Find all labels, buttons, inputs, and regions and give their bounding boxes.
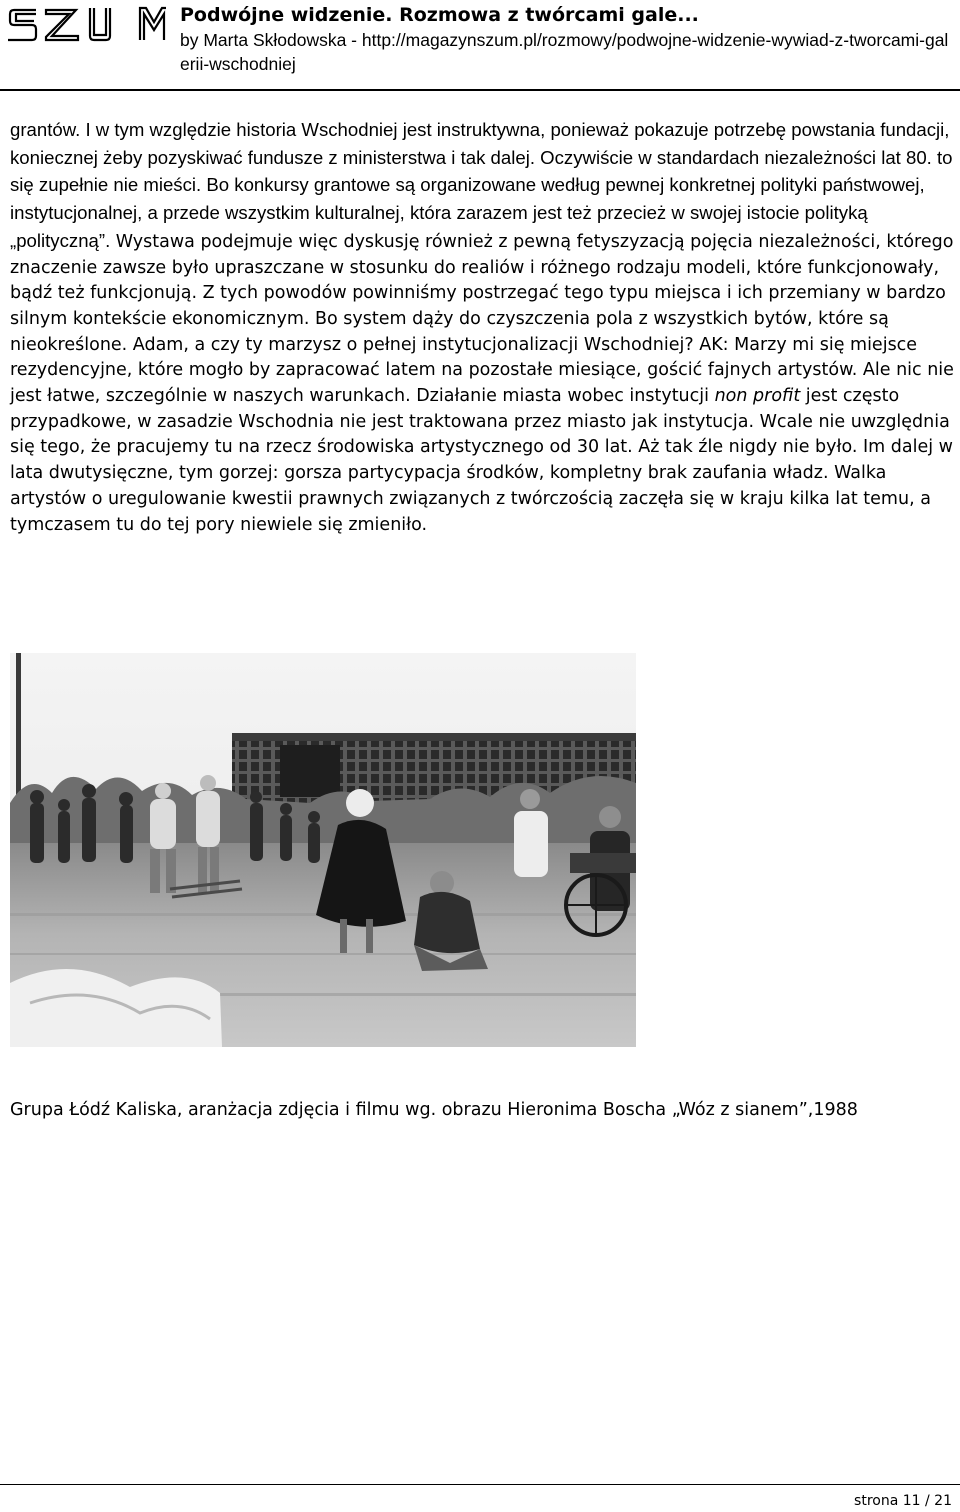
header-divider xyxy=(0,89,960,91)
photo-caption: Grupa Łódź Kaliska, aranżacja zdjęcia i filmu wg. obrazu Hieronima Boscha „Wóz z sianem”,1988 xyxy=(10,1100,858,1120)
article-lead-text: grantów. I w tym względzie historia Wschodniej jest instruktywna, ponieważ pokazuje potrzebę powstania fundacji, koniecznej żeby pozyskiwać fundusze z ministerstwa i tak dalej. Oczywiście w standardach niezależności lat 80. to się zupełnie nie mieści. Bo konkursy grantowe są organizowane według pewnej konkretnej polityki państwowej, instytucjonalnej, a przede wszystkim kulturalnej, która zarazem jest też przecież w swojej istocie polityką „polityczną”. xyxy=(10,119,953,251)
article-text: Wystawa podejmuje więc dyskusję również z pewną fetyszyzacją pojęcia niezależności, którego znaczenie zawsze było upraszczane w stosunku do realiów i różnego rodzaju modeli, które funkcjonowały, bądź też funkcjonują. Z tych powodów powinniśmy postrzegać tego typu miejsca i ich przemiany w bardzo silnym kontekście ekonomicznym. Bo system dąży do czyszczenia pola z wszystkich bytów, które są nieokreślone. Adam, a czy ty marzysz o pełnej instytucjonalizacji Wschodniej? AK: Marzy mi się miejsce rezydencyjne, które mogło by zapracować latem na pozostałe miesiące, gościć fajnych artystów. Ale nic nie jest łatwe, szczególnie w naszych warunkach. Działanie miasta wobec instytucji xyxy=(10,231,954,407)
footer-divider xyxy=(0,1484,960,1485)
article-paragraph xyxy=(10,117,955,538)
photo-image xyxy=(10,653,636,1047)
page-header xyxy=(0,0,960,92)
document-title: Podwójne widzenie. Rozmowa z twórcami gale... xyxy=(180,4,699,26)
szum-logo xyxy=(6,4,166,44)
byline: by Marta Skłodowska - http://magazynszum.pl/rozmowy/podwojne-widzenie-wywiad-z-tworcami-galerii-wschodniej xyxy=(180,30,949,74)
italic-term: non profit xyxy=(714,386,801,407)
article-text-continued: jest często przypadkowe, w zasadzie Wschodnia nie jest traktowana przez miasto jak instytucja. Wcale nie uwzględnia się tego, że pracujemy tu na rzecz środowiska artystycznego od 30 lat. Aż tak źle nigdy nie było. Im dalej w lata dwutysięczne, tym gorzej: gorsza partycypacja środków, kompletny brak zaufania władz. Walka artystów o uregulowanie kwestii prawnych związanych z twórczością zaczęła się w kraju kilka lat temu, a tymczasem tu do tej pory niewiele się zmieniło. xyxy=(10,386,953,535)
page-number: strona 11 / 21 xyxy=(854,1493,952,1509)
